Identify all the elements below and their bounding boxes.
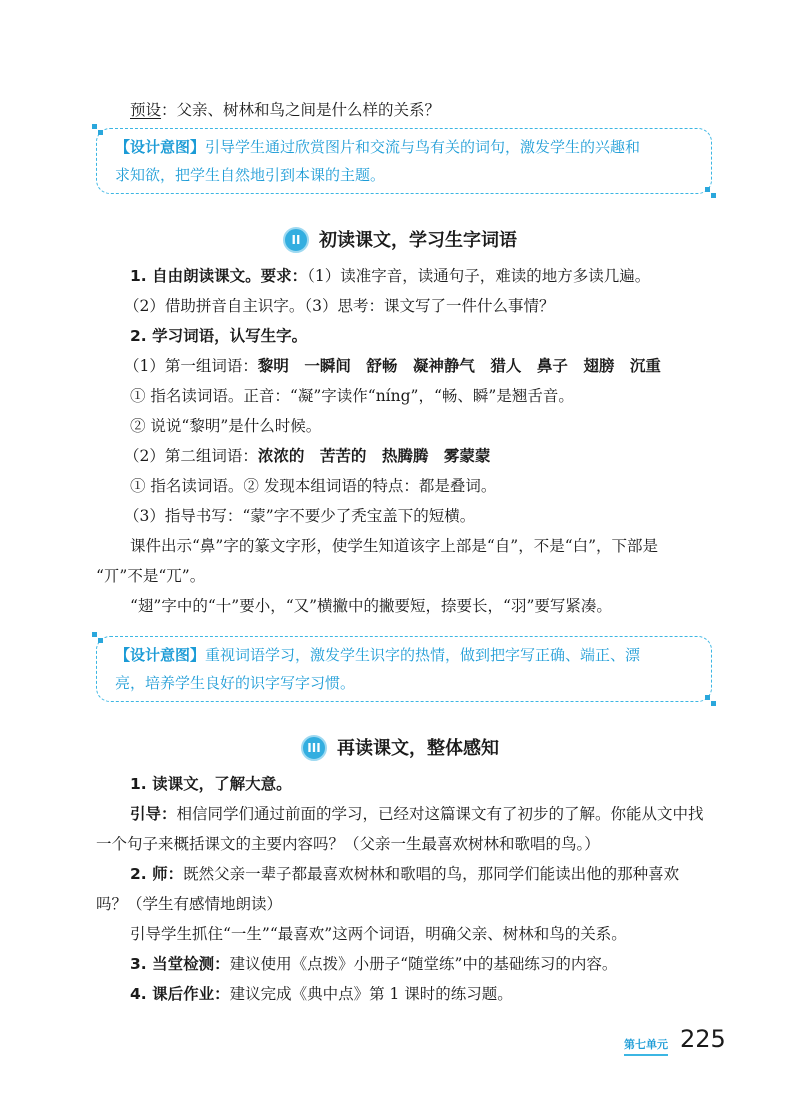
corner-ornament [704,186,716,198]
design-intent-line [115,133,701,161]
section-heading-3 [0,735,800,762]
body-line: ② 说说“黎明”是什么时候。 [130,417,322,435]
design-intent-line: 求知欲，把学生自然地引到本课的主题。 [115,166,386,184]
body-line [130,264,710,288]
body-line: ① 指名读词语。正音：“凝”字读作“níng”，“畅、瞬”是翘舌音。 [130,387,574,405]
body-text: （1）读准字音，读通句子，难读的地方多读几遍。 [307,267,651,285]
body-line: “丌”不是“兀”。 [96,567,206,585]
item-heading: 2. 学习词语，认写生字。 [130,327,308,345]
section-title: 再读课文，整体感知 [337,738,499,759]
item-heading: 2. 师： [130,865,184,883]
unit-label: 第七单元 [624,1036,668,1056]
section-heading-2 [0,227,800,254]
item-heading: 4. 课后作业： [130,985,230,1003]
design-intent-box-1 [96,128,712,194]
body-line [96,832,710,856]
preset-text: ：父亲、树林和鸟之间是什么样的关系？ [161,101,441,119]
page-number: 225 [680,1025,726,1053]
body-text: 一个句子来概括课文的主要内容吗？ [96,835,345,853]
body-text: 既然父亲一辈子都最喜欢树林和歌唱的鸟，那同学们能读出他的那种喜欢 [183,865,680,883]
design-intent-line: 亮，培养学生良好的识字写字习惯。 [115,674,356,692]
design-intent-line [115,641,701,669]
body-line: （3）指导书写：“蒙”字不要少了秃宝盖下的短横。 [124,507,476,525]
design-intent-tag: 【设计意图】 [115,138,206,156]
corner-ornament [704,694,716,706]
body-line [130,802,710,826]
body-line: 引导学生抓住“一生”“最喜欢”这两个词语，明确父亲、树林和鸟的关系。 [130,925,627,943]
preset-label: 预设 [130,101,162,119]
body-line: 课件出示“鼻”字的篆文字形，使学生知道该字上部是“自”，不是“白”，下部是 [130,537,659,555]
body-text: （1）第一组词语： [124,357,258,375]
section-number-badge: III [301,735,327,761]
item-heading: 引导： [130,805,177,823]
design-intent-tag: 【设计意图】 [115,646,206,664]
corner-ornament [92,124,104,136]
item-heading: 3. 当堂检测： [130,955,230,973]
body-line: “翅”字中的“十”要小，“又”横撇中的撇要短，捺要长，“羽”要写紧凑。 [130,597,612,615]
body-line: （2）借助拼音自主识字。（3）思考：课文写了一件什么事情？ [124,297,555,315]
corner-ornament [92,632,104,644]
body-line [124,354,710,378]
item-heading: 1. 读课文，了解大意。 [130,775,292,793]
body-note: （学生有感情地朗读） [127,895,283,913]
body-text: （2）第二组词语： [124,447,258,465]
body-text: 建议使用《点拨》小册子“随堂练”中的基础练习的内容。 [229,955,618,973]
word-list: 浓浓的 苦苦的 热腾腾 雾蒙蒙 [257,446,491,465]
body-note: （父亲一生最喜欢树林和歌唱的鸟。） [344,835,600,853]
body-text: 吗？ [96,895,128,913]
design-intent-box-2 [96,636,712,702]
body-text: 相信同学们通过前面的学习，已经对这篇课文有了初步的了解。你能从文中找 [176,805,704,823]
body-line [130,982,710,1006]
body-text: 建议完成《典中点》第 1 课时的练习题。 [229,985,513,1003]
word-list: 黎明 一瞬间 舒畅 凝神静气 猎人 鼻子 翅膀 沉重 [257,356,661,375]
section-title: 初读课文，学习生字词语 [319,230,517,251]
body-line [96,892,710,916]
preset-line [130,98,710,122]
body-line: ① 指名读词语。② 发现本组词语的特点：都是叠词。 [130,477,497,495]
body-line [124,444,710,468]
section-number-badge: II [283,227,309,253]
design-intent-text: 引导学生通过欣赏图片和交流与鸟有关的词句，激发学生的兴趣和 [205,138,641,156]
body-line [130,952,710,976]
item-heading: 1. 自由朗读课文。要求： [130,267,308,285]
design-intent-text: 重视词语学习，激发学生识字的热情，做到把字写正确、端正、漂 [205,646,641,664]
body-line [130,862,710,886]
